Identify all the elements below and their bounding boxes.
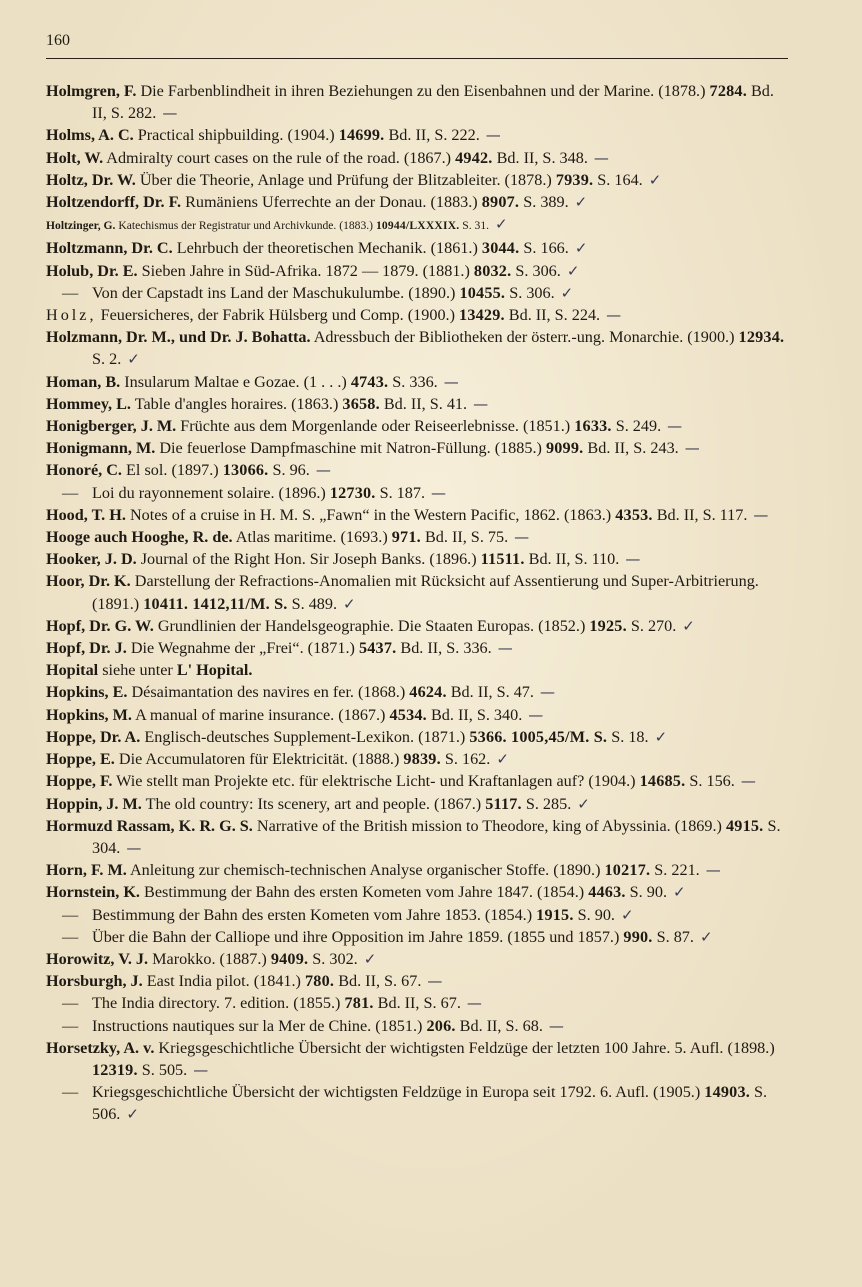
catalog-number: 971. — [391, 528, 421, 547]
check-mark: ✓ — [574, 193, 588, 212]
catalog-entry — [46, 659, 792, 681]
catalog-entry — [46, 504, 792, 526]
author-name: Holtzinger, G. — [46, 219, 116, 233]
volume-page-ref: S. 90. — [573, 905, 615, 924]
volume-page-ref: S. 304. — [92, 816, 781, 857]
catalog-number: 780. — [305, 972, 335, 991]
title-text: Kriegsgeschichtliche Übersicht der wichtigsten Feldzüge in Europa seit 1792. 6. Aufl. (1905.) — [92, 1083, 705, 1102]
dash-mark: — — [625, 550, 641, 569]
author-name: Holtzmann, Dr. C. — [46, 239, 173, 258]
ditto-dash: — — [62, 1083, 79, 1102]
catalog-entry — [46, 147, 792, 169]
title-text: Die Wegnahme der „Frei“. (1871.) — [126, 639, 359, 658]
catalog-entry — [46, 637, 792, 659]
catalog-entry — [46, 459, 792, 481]
author-name: Holub, Dr. E. — [46, 261, 138, 280]
title-text: Über die Bahn der Calliope und ihre Opposition im Jahre 1859. (1855 und 1857.) — [92, 927, 624, 946]
catalog-entry — [46, 482, 792, 504]
title-text: Notes of a cruise in H. M. S. „Fawn“ in the Western Pacific, 1862. (1863.) — [125, 505, 616, 524]
ditto-dash: — — [62, 994, 79, 1013]
catalog-number: 9839. — [403, 750, 441, 769]
title-text: Anleitung zur chemisch-technischen Analyse organischer Stoffe. (1890.) — [126, 861, 605, 880]
catalog-entry — [46, 393, 792, 415]
catalog-number: 5366. 1005,45/M. S. — [469, 727, 608, 746]
title-text: Sieben Jahre in Süd-Afrika. 1872 — 1879. (1881.) — [137, 261, 474, 280]
volume-page-ref: Bd. II, S. 348. — [492, 148, 588, 167]
author-name: Hooge auch Hooghe, R. de. — [46, 528, 233, 547]
author-name: Horowitz, V. J. — [46, 949, 149, 968]
catalog-number: 4624. — [409, 683, 447, 702]
catalog-number: 781. — [344, 994, 374, 1013]
dash-mark: — — [443, 372, 459, 391]
catalog-entry — [46, 304, 792, 326]
catalog-entry — [46, 80, 792, 124]
page-number: 160 — [46, 32, 70, 49]
check-mark: ✓ — [673, 883, 686, 902]
volume-page-ref: S. 249. — [611, 417, 662, 436]
volume-page-ref: S. 96. — [268, 461, 310, 480]
title-text: Grundlinien der Handelsgeographie. Die Staaten Europas. (1852.) — [153, 616, 590, 635]
catalog-number: 14903. — [704, 1083, 750, 1102]
author-name: Hopf, Dr. J. — [46, 639, 127, 658]
check-mark: ✓ — [127, 350, 140, 369]
title-text: siehe unter — [98, 661, 177, 680]
author-name: Hornstein, K. — [46, 883, 140, 902]
catalog-entry — [46, 415, 792, 437]
author-name: Hopkins, M. — [46, 705, 132, 724]
ditto-dash: — — [62, 1016, 79, 1035]
author-name: Hoor, Dr. K. — [46, 572, 131, 591]
author-name: Hopital — [46, 661, 99, 680]
volume-page-ref: Bd. II, S. 110. — [524, 550, 620, 569]
title-text: Insularum Maltae e Gozae. (1 . . .) — [120, 372, 351, 391]
author-name: Holt, W. — [46, 148, 104, 167]
dash-mark: — — [431, 483, 447, 502]
catalog-entry — [46, 992, 792, 1014]
catalog-entry — [46, 326, 792, 370]
catalog-entry — [46, 748, 792, 770]
title-text: Bestimmung der Bahn des ersten Kometen vom Jahre 1847. (1854.) — [139, 883, 589, 902]
catalog-number: 13429. — [459, 306, 505, 325]
volume-page-ref: S. 18. — [607, 727, 649, 746]
ditto-dash: — — [62, 927, 79, 946]
title-text: El sol. (1897.) — [121, 461, 223, 480]
catalog-number: 4915. — [725, 816, 764, 835]
catalog-entry — [46, 124, 792, 146]
dash-mark: — — [753, 505, 769, 524]
author-name: Hoppe, Dr. A. — [46, 727, 141, 746]
title-text: Instructions nautiques sur la Mer de Chine. (1851.) — [92, 1016, 427, 1035]
volume-page-ref: Bd. II, S. 67. — [373, 994, 461, 1013]
entry-list — [46, 80, 792, 1126]
catalog-number: 8907. — [481, 193, 520, 212]
author-name: Honigmann, M. — [46, 439, 156, 458]
catalog-number: 1915. — [536, 905, 574, 924]
title-text: East India pilot. (1841.) — [142, 972, 305, 991]
dash-mark: — — [593, 148, 609, 167]
author-name: Holtz, Dr. W. — [46, 170, 136, 189]
check-mark: ✓ — [682, 616, 695, 635]
title-text: Loi du rayonnement solaire. (1896.) — [92, 483, 330, 502]
catalog-entry — [46, 926, 792, 948]
catalog-entry — [46, 237, 792, 259]
volume-page-ref: S. 156. — [685, 772, 735, 791]
check-mark: ✓ — [496, 750, 509, 769]
title-text: Désaimantation des navires en fer. (1868.) — [127, 683, 410, 702]
dash-mark: — — [548, 1016, 564, 1035]
catalog-entry — [46, 526, 792, 548]
title-text: Feuersicheres, der Fabrik Hülsberg und Comp. (1900.) — [96, 306, 460, 325]
volume-page-ref: Bd. II, S. 117. — [652, 505, 748, 524]
check-mark: ✓ — [574, 239, 588, 258]
author-name: Honoré, C. — [46, 461, 122, 480]
dash-mark: — — [162, 104, 178, 123]
author-name: Holms, A. C. — [46, 126, 134, 145]
volume-page-ref: Bd. II, S. 68. — [455, 1016, 543, 1035]
volume-page-ref: S. 87. — [652, 927, 694, 946]
volume-page-ref: S. 489. — [287, 594, 338, 613]
author-name: Hoppin, J. M. — [46, 794, 142, 813]
title-text: Wie stellt man Projekte etc. für elektrische Licht- und Kraftanlagen auf? (1904.) — [112, 772, 640, 791]
author-name: Hopkins, E. — [46, 683, 128, 702]
title-text: The India directory. 7. edition. (1855.) — [92, 994, 345, 1013]
title-text: Über die Theorie, Anlage und Prüfung der Blitzableiter. (1878.) — [135, 170, 556, 189]
title-text: Rumäniens Uferrechte an der Donau. (1883.) — [181, 193, 482, 212]
volume-page-ref: S. 302. — [308, 949, 358, 968]
catalog-entry — [46, 615, 792, 637]
dash-mark: — — [193, 1060, 209, 1079]
catalog-number: 7284. — [709, 82, 747, 100]
volume-page-ref: Bd. II, S. 340. — [426, 705, 523, 724]
catalog-number: 12319. — [92, 1060, 138, 1079]
volume-page-ref: Bd. II, S. 243. — [583, 439, 679, 458]
volume-page-ref: Bd. II, S. 222. — [384, 126, 480, 145]
title-text: Englisch-deutsches Supplement-Lexikon. (1871.) — [140, 727, 470, 746]
catalog-number: 14699. — [338, 126, 385, 145]
volume-page-ref: S. 336. — [388, 372, 438, 391]
volume-page-ref: S. 164. — [593, 170, 643, 189]
catalog-number: 4942. — [455, 148, 493, 167]
title-text: Bestimmung der Bahn des ersten Kometen vom Jahre 1853. (1854.) — [92, 905, 537, 924]
title-text: Marokko. (1887.) — [148, 949, 271, 968]
volume-page-ref: Bd. II, S. 224. — [504, 306, 601, 325]
check-mark: ✓ — [126, 1105, 139, 1124]
catalog-number: 11511. — [480, 550, 525, 569]
check-mark: ✓ — [343, 594, 356, 613]
catalog-number: 12730. — [329, 483, 376, 502]
catalog-number: 10944/LXXXIX. — [375, 219, 460, 233]
catalog-entry — [46, 770, 792, 792]
catalog-entry — [46, 859, 792, 881]
volume-page-ref: S. 389. — [519, 193, 569, 212]
title-text: Lehrbuch der theoretischen Mechanik. (1861.) — [172, 239, 482, 258]
catalog-number: 14685. — [639, 772, 686, 791]
catalog-number: 9099. — [545, 439, 584, 458]
volume-page-ref: Bd. II, S. 67. — [334, 972, 422, 991]
check-mark: ✓ — [699, 927, 713, 946]
volume-page-ref: S. 506. — [92, 1083, 768, 1124]
volume-page-ref: S. 187. — [375, 483, 426, 502]
volume-page-ref: Bd. II, S. 41. — [379, 394, 468, 413]
check-mark: ✓ — [577, 794, 590, 813]
check-mark: ✓ — [566, 261, 580, 280]
catalog-entry — [46, 570, 792, 614]
author-name: Homan, B. — [46, 372, 121, 391]
check-mark: ✓ — [620, 905, 634, 924]
volume-page-ref: S. 166. — [519, 239, 569, 258]
catalog-number: 1633. — [574, 417, 612, 436]
author-name: Hopf, Dr. G. W. — [46, 616, 154, 635]
catalog-entry — [46, 704, 792, 726]
catalog-number: 4743. — [350, 372, 389, 391]
title-text: Die Farbenblindheit in ihren Beziehungen zu den Eisenbahnen und der Marine. (1878.) — [136, 82, 710, 100]
dash-mark: — — [466, 994, 482, 1013]
check-mark: ✓ — [648, 170, 662, 189]
title-text: Von der Capstadt ins Land der Maschukulumbe. (1890.) — [92, 283, 460, 302]
catalog-entry — [46, 881, 792, 903]
catalog-number: 10411. 1412,11/M. S. — [143, 594, 288, 613]
catalog-entry — [46, 726, 792, 748]
title-text: Table d'angles horaires. (1863.) — [130, 394, 343, 413]
title-text: Admiralty court cases on the rule of the road. (1867.) — [103, 148, 456, 167]
catalog-number: 206. — [426, 1016, 456, 1035]
catalog-number: 4534. — [389, 705, 427, 724]
dash-mark: — — [126, 838, 142, 857]
catalog-entry — [46, 970, 792, 992]
dash-mark: — — [485, 126, 501, 145]
title-text: The old country: Its scenery, art and people. (1867.) — [141, 794, 486, 813]
author-name: Horsetzky, A. v. — [46, 1038, 155, 1057]
author-name: Honigberger, J. M. — [46, 417, 177, 436]
catalog-number: 5437. — [358, 639, 397, 658]
volume-page-ref: S. 306. — [505, 283, 555, 302]
ditto-dash: — — [62, 483, 79, 502]
author-name: Holtzendorff, Dr. F. — [46, 193, 182, 212]
catalog-entry — [46, 548, 792, 570]
catalog-number: 13066. — [222, 461, 269, 480]
author-name: Horn, F. M. — [46, 861, 127, 880]
cross-reference: L' Hopital. — [176, 661, 253, 680]
volume-page-ref: Bd. II, S. 282. — [92, 82, 774, 123]
title-text: Darstellung der Refractions-Anomalien mit Rücksicht auf Assentierung und Super-Arbitrierung. (1891.) — [92, 572, 759, 613]
catalog-number: 12934. — [738, 328, 785, 347]
check-mark: ✓ — [560, 283, 574, 302]
catalog-entry — [46, 437, 792, 459]
volume-page-ref: Bd. II, S. 336. — [396, 639, 492, 658]
author-name: Hoppe, F. — [46, 772, 113, 791]
dash-mark: — — [514, 528, 530, 547]
dash-mark: — — [427, 972, 443, 991]
catalog-entry — [46, 1037, 792, 1081]
volume-page-ref: S. 505. — [137, 1060, 188, 1079]
catalog-number: 3044. — [481, 239, 520, 258]
title-text: Die feuerlose Dampfmaschine mit Natron-Füllung. (1885.) — [155, 439, 546, 458]
catalog-number: 8032. — [473, 261, 512, 280]
catalog-number: 4353. — [615, 505, 653, 524]
ditto-dash: — — [62, 283, 79, 302]
header-rule — [46, 58, 788, 59]
dash-mark: — — [684, 439, 700, 458]
dash-mark: — — [473, 394, 489, 413]
title-text: Die Accumulatoren für Elektricität. (1888.) — [114, 750, 404, 769]
catalog-number: 1925. — [589, 616, 627, 635]
catalog-entry — [46, 948, 792, 970]
volume-page-ref: S. 285. — [521, 794, 572, 813]
title-text: Journal of the Right Hon. Sir Joseph Banks. (1896.) — [136, 550, 481, 569]
author-name: Hormuzd Rassam, K. R. G. S. — [46, 816, 253, 835]
title-text: A manual of marine insurance. (1867.) — [131, 705, 390, 724]
catalog-number: 7939. — [555, 170, 594, 189]
title-text: Katechismus der Registratur und Archivkunde. (1883.) — [115, 219, 376, 233]
catalog-entry — [46, 1015, 792, 1037]
title-text: Atlas maritime. (1693.) — [232, 528, 392, 547]
volume-page-ref: S. 31. — [459, 219, 490, 233]
dash-mark: — — [606, 306, 622, 325]
check-mark: ✓ — [363, 949, 377, 968]
title-text: Practical shipbuilding. (1904.) — [133, 126, 339, 145]
catalog-number: 9409. — [270, 949, 309, 968]
ditto-dash: — — [62, 905, 79, 924]
dash-mark: — — [497, 639, 513, 658]
volume-page-ref: S. 270. — [626, 616, 677, 635]
author-name: Holmgren, F. — [46, 82, 137, 100]
title-text: Früchte aus dem Morgenlande oder Reiseerlebnisse. (1851.) — [176, 417, 575, 436]
dash-mark: — — [528, 705, 544, 724]
title-text: Kriegsgeschichtliche Übersicht der wichtigsten Feldzüge der letzten 100 Jahre. 5. Aufl. (1898.) — [154, 1038, 775, 1057]
volume-page-ref: S. 162. — [440, 750, 491, 769]
catalog-entry — [46, 815, 792, 859]
catalog-number: 3658. — [342, 394, 380, 413]
author-name: Hooker, J. D. — [46, 550, 137, 569]
dash-mark: — — [740, 772, 756, 791]
dash-mark: — — [539, 683, 555, 702]
catalog-number: 10217. — [604, 861, 651, 880]
catalog-entry — [46, 260, 792, 282]
catalog-entry — [46, 1081, 792, 1125]
catalog-entry — [46, 371, 792, 393]
author-name: Holzmann, Dr. M., und Dr. J. Bohatta. — [46, 328, 311, 347]
volume-page-ref: S. 221. — [650, 861, 700, 880]
author-name: Hoppe, E. — [46, 750, 115, 769]
catalog-entry — [46, 681, 792, 703]
catalog-entry — [46, 169, 792, 191]
check-mark: ✓ — [495, 215, 508, 234]
catalog-number: 990. — [623, 927, 653, 946]
catalog-number: 10455. — [459, 283, 506, 302]
volume-page-ref: Bd. II, S. 47. — [446, 683, 534, 702]
spaced-heading: Holz, — [46, 306, 97, 325]
author-name: Horsburgh, J. — [46, 972, 143, 991]
catalog-number: 5117. — [485, 794, 522, 813]
catalog-entry — [46, 213, 792, 237]
author-name: Hood, T. H. — [46, 505, 126, 524]
volume-page-ref: S. 306. — [511, 261, 561, 280]
check-mark: ✓ — [654, 727, 668, 746]
author-name: Hommey, L. — [46, 394, 131, 413]
catalog-entry — [46, 904, 792, 926]
dash-mark: — — [705, 861, 721, 880]
catalog-entry — [46, 793, 792, 815]
title-text: Adressbuch der Bibliotheken der österr.-ung. Monarchie. (1900.) — [310, 328, 739, 347]
catalog-entry — [46, 191, 792, 213]
volume-page-ref: Bd. II, S. 75. — [420, 528, 509, 547]
dash-mark: — — [667, 417, 683, 436]
catalog-entry — [46, 282, 792, 304]
catalog-number: 4463. — [588, 883, 626, 902]
title-text: Narrative of the British mission to Theodore, king of Abyssinia. (1869.) — [252, 816, 726, 835]
volume-page-ref: S. 90. — [625, 883, 668, 902]
volume-page-ref: S. 2. — [92, 350, 122, 369]
dash-mark: — — [315, 461, 331, 480]
